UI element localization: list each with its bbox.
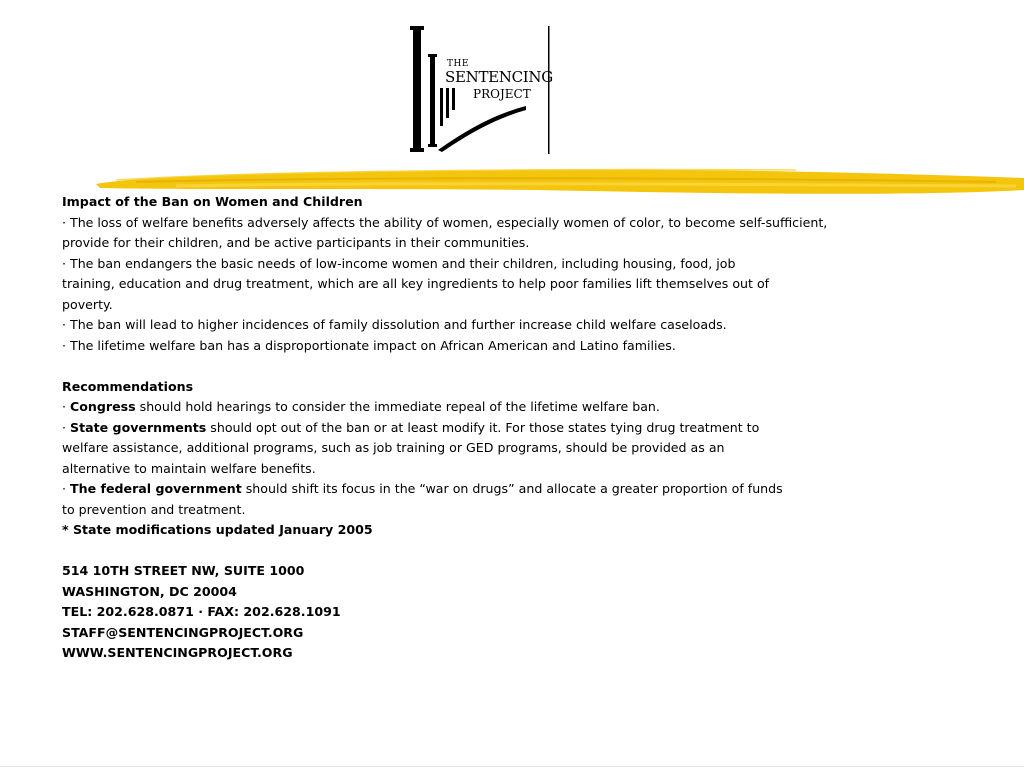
recommendation-state-cont-1: welfare assistance, additional programs, such as job training or GED programs, should be provided as an <box>62 440 725 455</box>
recommendation-state <box>62 418 982 439</box>
bullet: · <box>62 481 71 496</box>
recommendation-state-cont-2: alternative to maintain welfare benefits. <box>62 460 316 476</box>
spacer <box>62 541 982 562</box>
impact-line-4: training, education and drug treatment, which are all key ingredients to help poor families lift themselves out of <box>62 276 770 291</box>
recommendation-federal <box>62 479 982 500</box>
contact-website-link[interactable]: WWW.SENTENCINGPROJECT.ORG <box>62 645 293 660</box>
logo-text-project: PROJECT <box>473 87 531 101</box>
impact-line-7: · The lifetime welfare ban has a disproportionate impact on African American and Latino families. <box>62 337 676 353</box>
recommendation-actor: The federal government <box>70 481 242 496</box>
recommendation-text: should opt out of the ban or at least modify it. For those states tying drug treatment to <box>206 419 760 435</box>
recommendation-text: should shift its focus in the “war on drugs” and allocate a greater proportion of funds <box>241 481 783 496</box>
bullet: · <box>62 399 71 414</box>
bullet: · <box>62 419 71 435</box>
recommendations-heading: Recommendations <box>62 378 194 394</box>
impact-line-3: · The ban endangers the basic needs of low-income women and their children, including housing, food, job <box>62 255 736 271</box>
recommendation-congress <box>62 397 982 418</box>
update-note: * State modifications updated January 2005 <box>62 522 373 537</box>
contact-email-link[interactable]: STAFF@SENTENCINGPROJECT.ORG <box>62 624 304 640</box>
recommendation-text: should hold hearings to consider the immediate repeal of the lifetime welfare ban. <box>135 399 660 414</box>
logo-text-the: THE <box>447 59 469 69</box>
impact-line-5: poverty. <box>62 296 113 312</box>
sentencing-project-logo <box>408 24 554 156</box>
impact-heading: Impact of the Ban on Women and Children <box>62 194 363 209</box>
impact-line-2: provide for their children, and be active participants in their communities. <box>62 235 530 250</box>
recommendation-actor: State governments <box>70 419 207 435</box>
recommendation-federal-cont-1: to prevention and treatment. <box>62 501 246 517</box>
impact-line-1: · The loss of welfare benefits adversely affects the ability of women, especially women of color, to become self-sufficient, <box>62 214 828 230</box>
contact-address-line-2: WASHINGTON, DC 20004 <box>62 583 237 599</box>
bottom-divider <box>0 766 1024 767</box>
recommendation-actor: Congress <box>70 399 136 414</box>
impact-line-6: · The ban will lead to higher incidences of family dissolution and further increase child welfare caseloads. <box>62 317 727 332</box>
spacer <box>62 356 982 377</box>
contact-address-line-1: 514 10TH STREET NW, SUITE 1000 <box>62 563 305 578</box>
document-body <box>62 192 982 664</box>
logo-text-sentencing: SENTENCING <box>445 68 553 86</box>
contact-phone-fax: TEL: 202.628.0871 · FAX: 202.628.1091 <box>62 604 341 619</box>
